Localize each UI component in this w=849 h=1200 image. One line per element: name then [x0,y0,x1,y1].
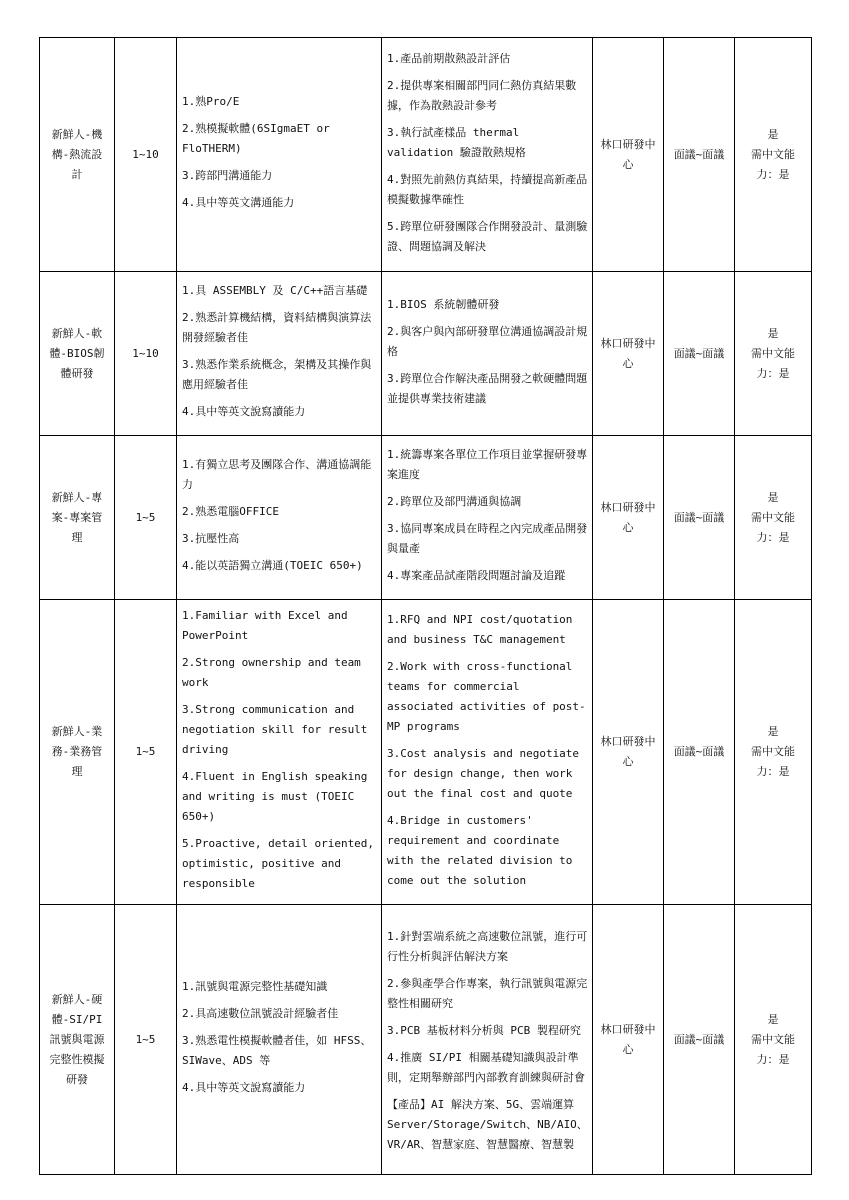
work-location: 林口研發中心 [600,137,656,171]
job-row [40,38,812,272]
salary-cell [664,38,735,272]
qualification-item: 1.訊號與電源完整性基礎知識 [182,980,328,993]
duty-item: 2.與客户與內部研發單位溝通協調設計規格 [387,324,588,358]
duty-item: 4.推廣 SI/PI 相關基礎知識與設計準則，定期舉辦部門內部教育訓練與研討會 [387,1051,585,1084]
language-requirement: 是 需中文能力：是 [751,326,795,380]
headcount: 1~5 [135,1032,156,1046]
language-requirement: 是 需中文能力：是 [751,127,795,181]
language-requirement: 是 需中文能力：是 [751,1012,795,1066]
qualifications-cell [177,600,382,905]
duties-cell [382,38,593,272]
qualification-item: 2.Strong ownership and team work [182,656,361,689]
location-cell [593,272,664,436]
language-cell [735,905,812,1175]
qualification-item: 2.熟模擬軟體(6SIgmaET or FloTHERM) [182,122,330,155]
work-location: 林口研發中心 [600,500,656,534]
product-note: 【產品】AI 解決方案、5G、雲端運算 Server/Storage/Switch、NB/AIO、VR/AR、智慧家庭、智慧醫療、智慧製 [387,1098,588,1151]
qualification-item: 3.熟悉作業系統概念，架構及其操作與應用經驗者佳 [182,358,372,391]
headcount: 1~5 [135,510,156,524]
qualification-item: 1.Familiar with Excel and PowerPoint [182,609,348,642]
duties-cell [382,272,593,436]
duty-item: 4.對照先前熱仿真結果，持續提高新產品模擬數據準確性 [387,172,588,206]
duty-item: 3.PCB 基板材料分析與 PCB 製程研究 [387,1024,581,1037]
location-cell [593,38,664,272]
qualification-item: 5.Proactive, detail oriented, optimistic, positive and responsible [182,837,375,890]
salary-cell [664,436,735,600]
salary-range: 面議~面議 [673,510,725,524]
salary-range: 面議~面議 [673,1032,725,1046]
qualification-item: 4.具中等英文說寫讀能力 [182,405,306,418]
salary-range: 面議~面議 [673,346,725,360]
duty-item: 2.跨單位及部門溝通與協調 [387,495,522,508]
language-cell [735,436,812,600]
headcount: 1~10 [132,147,159,161]
salary-cell [664,600,735,905]
qualification-item: 4.具中等英文溝通能力 [182,196,295,209]
qualification-item: 1.熟Pro/E [182,95,240,108]
duty-item: 1.產品前期散熱設計評估 [387,51,511,65]
qualification-item: 2.熟悉電腦OFFICE [182,505,279,518]
duty-item: 4.專案產品試產階段問題討論及追蹤 [387,569,566,582]
language-cell [735,38,812,272]
job-row [40,905,812,1175]
qualifications-cell [177,436,382,600]
language-requirement: 是 需中文能力：是 [751,490,795,544]
position-name: 新鮮人-專案-專案管理 [51,490,103,544]
position-name: 新鮮人-機構-熱流設計 [51,127,103,181]
duty-item: 1.統籌專案各單位工作項目並掌握研發專案進度 [387,448,588,481]
qualification-item: 3.Strong communication and negotiation skill for result driving [182,703,368,756]
qualifications-cell [177,905,382,1175]
language-cell [735,600,812,905]
qualification-item: 3.跨部門溝通能力 [182,169,273,182]
work-location: 林口研發中心 [600,735,656,768]
duty-item: 3.Cost analysis and negotiate for design change, then work out the final cost and quote [387,746,580,800]
duties-cell [382,905,593,1175]
duty-item: 1.針對雲端系統之高速數位訊號，進行可行性分析與評估解決方案 [387,930,588,963]
duty-item: 1.BIOS 系統韌體研發 [387,297,500,311]
job-row [40,436,812,600]
salary-range: 面議~面議 [673,745,725,758]
qualification-item: 2.具高速數位訊號設計經驗者佳 [182,1007,339,1020]
position-cell [40,600,115,905]
qualifications-cell [177,38,382,272]
duty-item: 3.協同專案成員在時程之內完成產品開發與量產 [387,522,588,555]
duty-item: 2.參與產學合作專案，執行訊號與電源完整性相關研究 [387,977,588,1010]
headcount: 1~5 [135,745,156,758]
qualification-item: 2.熟悉計算機結構，資料結構與演算法開發經驗者佳 [182,311,372,344]
qualification-item: 4.具中等英文說寫讀能力 [182,1081,306,1094]
position-cell [40,272,115,436]
duty-item: 3.跨單位合作解決產品開發之軟硬體問題並提供專業技術建議 [387,371,588,405]
headcount-cell [115,436,177,600]
qualifications-cell [177,272,382,436]
qualification-item: 4.能以英語獨立溝通(TOEIC 650+) [182,559,363,572]
salary-cell [664,905,735,1175]
location-cell [593,436,664,600]
work-location: 林口研發中心 [600,1022,656,1056]
language-cell [735,272,812,436]
job-listing-table [39,37,812,1175]
duty-item: 1.RFQ and NPI cost/quotation and business T&C management [387,612,573,646]
duties-cell [382,600,593,905]
headcount-cell [115,600,177,905]
position-cell [40,905,115,1175]
headcount-cell [115,38,177,272]
headcount-cell [115,272,177,436]
salary-cell [664,272,735,436]
position-name: 新鮮人-業務-業務管理 [51,725,103,778]
job-row [40,272,812,436]
work-location: 林口研發中心 [600,336,656,370]
position-cell [40,436,115,600]
language-requirement: 是 需中文能力：是 [751,725,795,778]
qualification-item: 1.有獨立思考及團隊合作、溝通協調能力 [182,458,372,491]
qualification-item: 1.具 ASSEMBLY 及 C/C++語言基礎 [182,284,368,297]
duty-item: 3.執行試產樣品 thermal validation 驗證散熱規格 [387,125,526,159]
duties-cell [382,436,593,600]
salary-range: 面議~面議 [673,147,725,161]
duty-item: 4.Bridge in customers' requirement and coordinate with the related division to come out the solution [387,813,573,887]
headcount: 1~10 [132,346,159,360]
headcount-cell [115,905,177,1175]
position-name: 新鮮人-硬體-SI/PI訊號與電源完整性模擬研發 [49,992,105,1086]
duty-item: 2.Work with cross-functional teams for commercial associated activities of post-MP programs [387,659,586,733]
job-row [40,600,812,905]
position-cell [40,38,115,272]
location-cell [593,600,664,905]
qualification-item: 3.抗壓性高 [182,532,240,545]
duty-item: 2.提供專案相關部門同仁熱仿真結果數據，作為散熱設計參考 [387,78,577,112]
qualification-item: 4.Fluent in English speaking and writing is must (TOEIC 650+) [182,770,368,823]
qualification-item: 3.熟悉電性模擬軟體者佳，如 HFSS、SIWave、ADS 等 [182,1034,372,1067]
duty-item: 5.跨單位研發團隊合作開發設計、量測驗證、問題協調及解決 [387,219,588,253]
position-name: 新鮮人-軟體-BIOS韌體研發 [49,326,105,380]
location-cell [593,905,664,1175]
